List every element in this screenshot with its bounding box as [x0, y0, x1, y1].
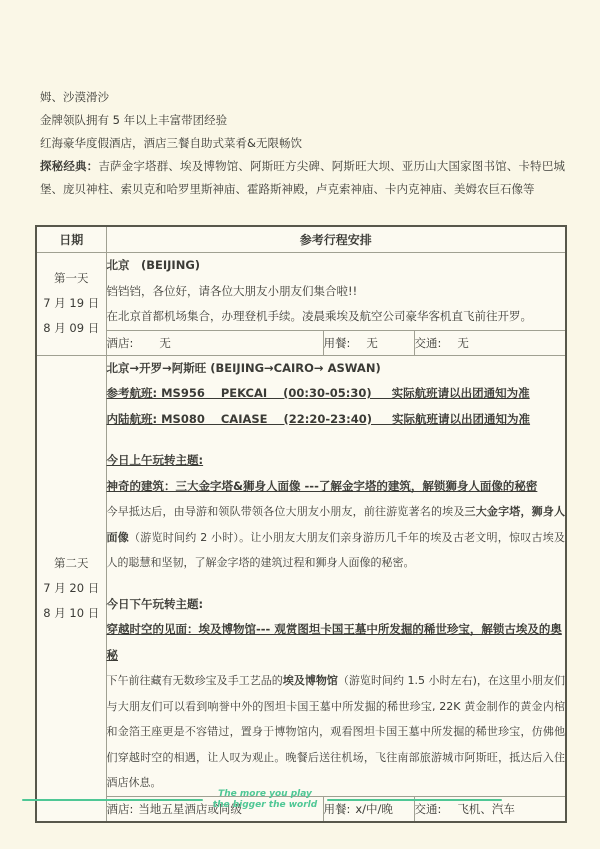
day2-date-1: 7 月 20 日 [43, 580, 100, 595]
day1-content-cell [106, 253, 566, 331]
footer-slogan-line-2: the bigger the world [212, 800, 318, 810]
afternoon-para-pre: 下午前往藏有无数珍宝及手工艺品的 [106, 674, 283, 687]
day1-meta-row [36, 330, 566, 355]
transport-value: 飞机、汽车 [457, 801, 515, 816]
intro-block [40, 86, 565, 201]
footer [0, 789, 600, 815]
day1-row [36, 253, 566, 331]
day1-date-2: 8 月 09 日 [43, 321, 100, 336]
day2-flight-2: 内陆航班: MS080 CAIASE (22:20-23:40) 实际航班请以出团通知为准 [106, 411, 531, 426]
day1-desc-line-2: 在北京首都机场集合，办理登机手续。凌晨乘埃及航空公司豪华客机直飞前往开罗。 [106, 309, 532, 323]
day1-date-cell [36, 253, 106, 356]
intro-line-1: 姆、沙漠滑沙 [40, 90, 109, 104]
footer-slogan [205, 789, 325, 811]
day1-transport-cell [414, 330, 566, 355]
header-date-col: 日期 [36, 226, 106, 253]
meal-value: 无 [366, 335, 378, 350]
hotel-value: 当地五星酒店或同级 [138, 801, 242, 816]
day2-title: 北京→开罗→阿斯旺 (BEIJING→CAIRO→ ASWAN) [106, 360, 381, 375]
hotel-label: 酒店: [106, 335, 134, 350]
morning-para-post: （游览时间约 2 小时）。让小朋友大朋友们亲身游历几千年的埃及古老文明，惊叹古埃及人的聪慧和坚韧，了解金字塔的建筑过程和狮身人面像的秘密。 [106, 530, 566, 569]
header-plan-col: 参考行程安排 [106, 226, 566, 253]
itinerary-table [35, 225, 567, 823]
intro-line-3: 红海豪华度假酒店，酒店三餐自助式菜肴&无限畅饮 [40, 136, 302, 150]
afternoon-para-post: （游览时间约 1.5 小时左右)，在这里小朋友们与大朋友们可以看到响誉中外的图坦卡国王墓中所发掘的稀世珍宝, 22K 黄金制作的黄金内棺和金箔王座更是不容错过，置身于博物馆内，观看图坦卡国王墓中所发掘的稀世珍宝，仿佛他们穿越时空的相遇，让人叹为观止。晚餐后送往机场，飞往南部旅游城市阿斯旺，抵达后入住酒店休息。 [106, 674, 566, 789]
day1-label: 第一天 [54, 271, 89, 286]
highlight-text: 吉萨金字塔群、埃及博物馆、阿斯旺方尖碑、阿斯旺大坝、亚历山大国家图书馆、卡特巴城堡、庞贝神柱、索贝克和哈罗里斯神庙、霍路斯神殿，卢克索神庙、卡内克神庙、美姆农巨石像等 [40, 159, 566, 196]
day1-date-1: 7 月 19 日 [43, 296, 100, 311]
day2-content-cell [106, 355, 566, 796]
intro-highlight-line [40, 155, 565, 201]
day1-meal-cell [323, 330, 414, 355]
morning-para-bold: 三大金字塔，狮身人面像 [106, 505, 566, 544]
day2-row [36, 355, 566, 796]
transport-label: 交通: [414, 801, 442, 816]
table-header-row [36, 226, 566, 253]
day1-hotel-cell [106, 330, 323, 355]
day2-label: 第二天 [54, 555, 89, 570]
highlight-label: 探秘经典： [40, 159, 99, 173]
day2-date-cell [36, 355, 106, 822]
morning-para-pre: 今早抵达后，由导游和领队带领各位大朋友小朋友，前往游览著名的埃及 [106, 505, 465, 518]
day2-date-2: 8 月 10 日 [43, 605, 100, 620]
day2-morning-paragraph [107, 499, 566, 576]
meal-value: x/中/晚 [355, 801, 393, 816]
intro-line-2: 金牌领队拥有 5 年以上丰富带团经验 [40, 113, 228, 127]
afternoon-para-bold: 埃及博物馆 [282, 674, 338, 687]
day2-afternoon-paragraph [107, 668, 566, 796]
footer-slogan-line-1: The more you play [218, 789, 312, 799]
hotel-value: 无 [159, 335, 171, 350]
day1-title: 北京 (BEIJING) [106, 258, 201, 272]
hotel-label: 酒店: [106, 801, 134, 816]
day2-afternoon-theme: 穿越时空的见面：埃及博物馆--- 观赏图坦卡国王墓中所发掘的稀世珍宝，解锁古埃及的奥秘 [106, 622, 562, 662]
day1-desc-line-1: 铛铛铛，各位好，请各位大朋友小朋友们集合啦!! [106, 283, 358, 298]
transport-label: 交通: [414, 335, 442, 350]
meal-label: 用餐: [323, 801, 351, 816]
meal-label: 用餐: [323, 335, 351, 350]
transport-value: 无 [457, 335, 469, 350]
day2-flight-1: 参考航班: MS956 PEKCAI (00:30-05:30) 实际航班请以出团通知为准 [106, 386, 530, 400]
day2-morning-theme: 神奇的建筑：三大金字塔&狮身人面像 ---了解金字塔的建筑，解锁狮身人面像的秘密 [106, 478, 538, 493]
day2-afternoon-theme-title: 今日下午玩转主题: [106, 596, 204, 611]
footer-divider-left [22, 799, 203, 801]
day2-morning-theme-title: 今日上午玩转主题: [106, 453, 204, 467]
footer-divider-right [327, 799, 502, 801]
